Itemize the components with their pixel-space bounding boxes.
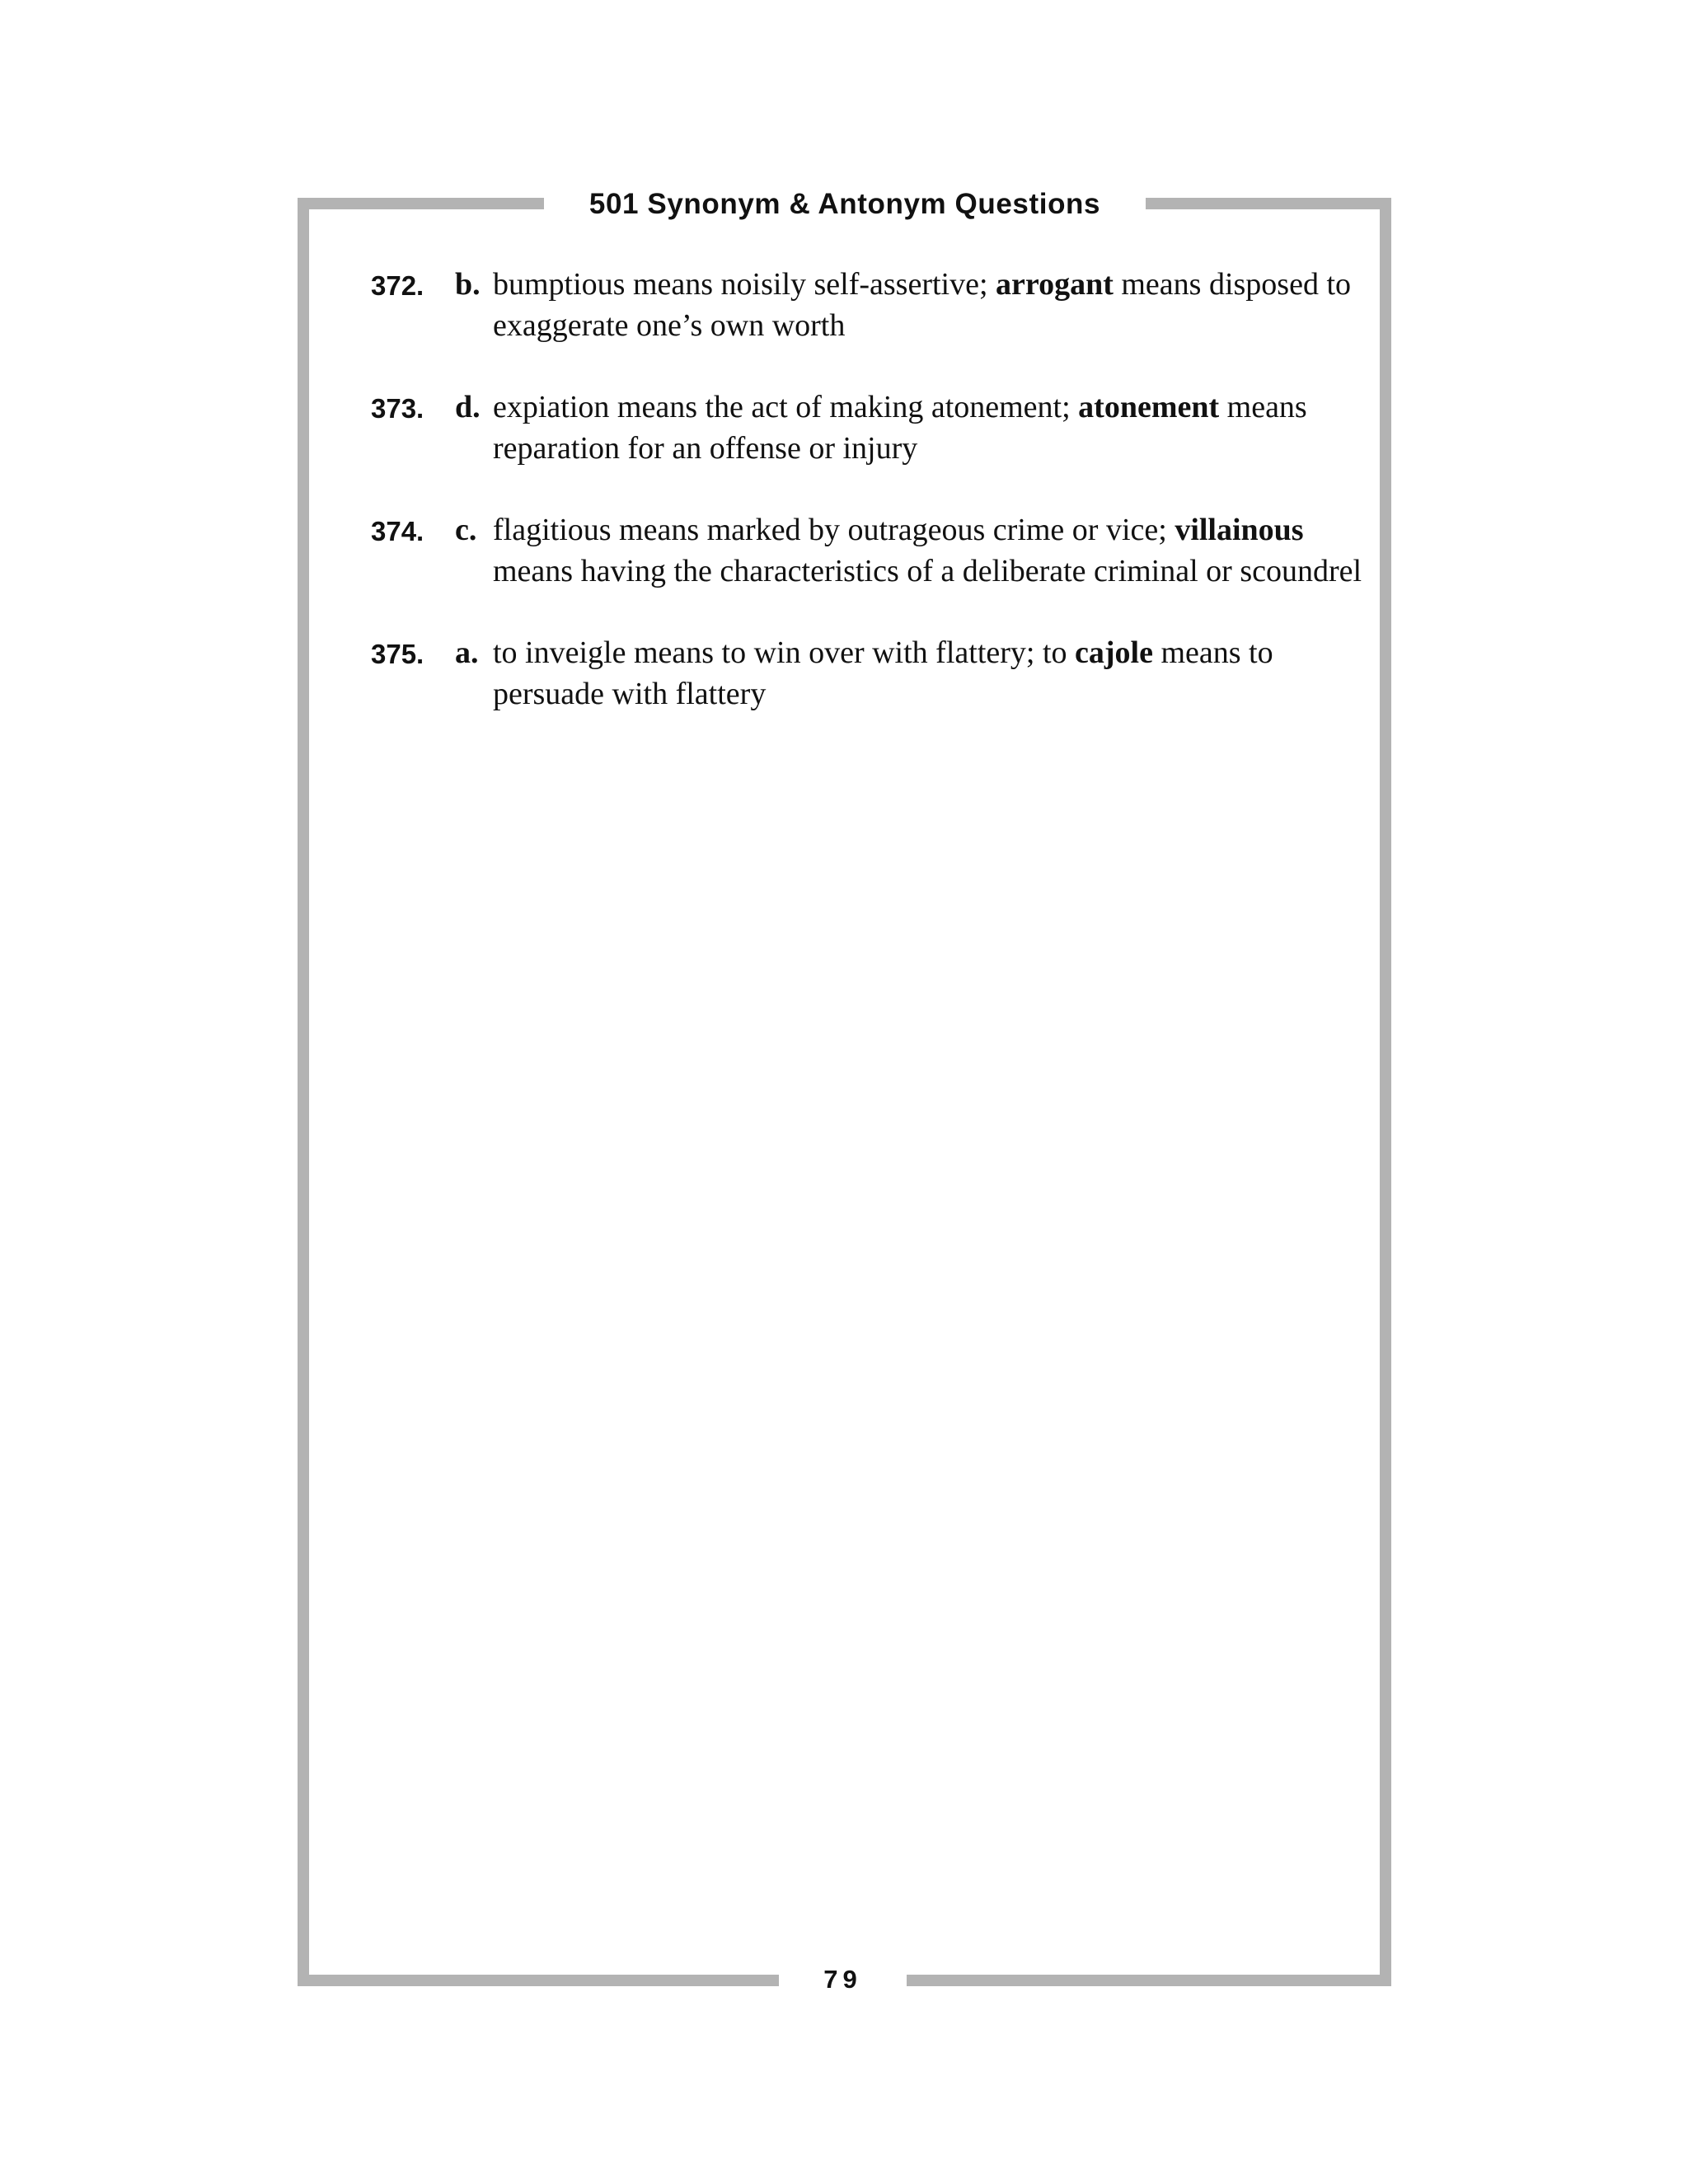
answer-letter: a. <box>455 635 479 670</box>
answer-item <box>371 509 1368 592</box>
frame-top-left <box>298 198 544 209</box>
explanation-text: expiation means the act of making atonement; <box>493 390 1079 424</box>
answer-word: atonement <box>1078 390 1220 424</box>
answer-letter: b. <box>455 267 481 302</box>
explanation-text: flagitious means marked by outrageous crime or vice; <box>493 513 1175 547</box>
question-number: 373. <box>371 393 424 424</box>
explanation-text: means to persuade with flattery <box>493 635 1273 711</box>
explanation-text: means disposed to exaggerate one’s own worth <box>493 267 1352 343</box>
frame-top-right <box>1146 198 1391 209</box>
question-number: 375. <box>371 639 424 669</box>
answer-word: villainous <box>1175 513 1304 547</box>
frame-left <box>298 198 309 1986</box>
explanation-text: means reparation for an offense or injury <box>493 390 1307 466</box>
explanation-text: bumptious means noisily self-assertive; <box>493 267 996 302</box>
answer-list <box>371 264 1368 755</box>
answer-item <box>371 264 1368 346</box>
frame-bottom-left <box>298 1975 779 1986</box>
answer-explanation <box>493 509 1368 592</box>
page-number: 79 <box>823 1965 862 1994</box>
answer-item <box>371 632 1368 715</box>
answer-item <box>371 387 1368 469</box>
frame-bottom-right <box>907 1975 1391 1986</box>
running-header: 501 Synonym & Antonym Questions <box>588 188 1101 220</box>
answer-word: cajole <box>1075 635 1153 670</box>
answer-explanation <box>493 387 1368 469</box>
answer-explanation <box>493 632 1368 715</box>
explanation-text: to inveigle means to win over with flattery; to <box>493 635 1076 670</box>
answer-word: arrogant <box>996 267 1114 302</box>
question-number: 374. <box>371 516 424 546</box>
explanation-text: means having the characteristics of a deliberate criminal or scoundrel <box>493 554 1362 588</box>
answer-letter: d. <box>455 390 481 424</box>
answer-explanation <box>493 264 1368 346</box>
frame-right <box>1380 198 1391 1986</box>
answer-letter: c. <box>455 513 477 547</box>
question-number: 372. <box>371 270 424 301</box>
